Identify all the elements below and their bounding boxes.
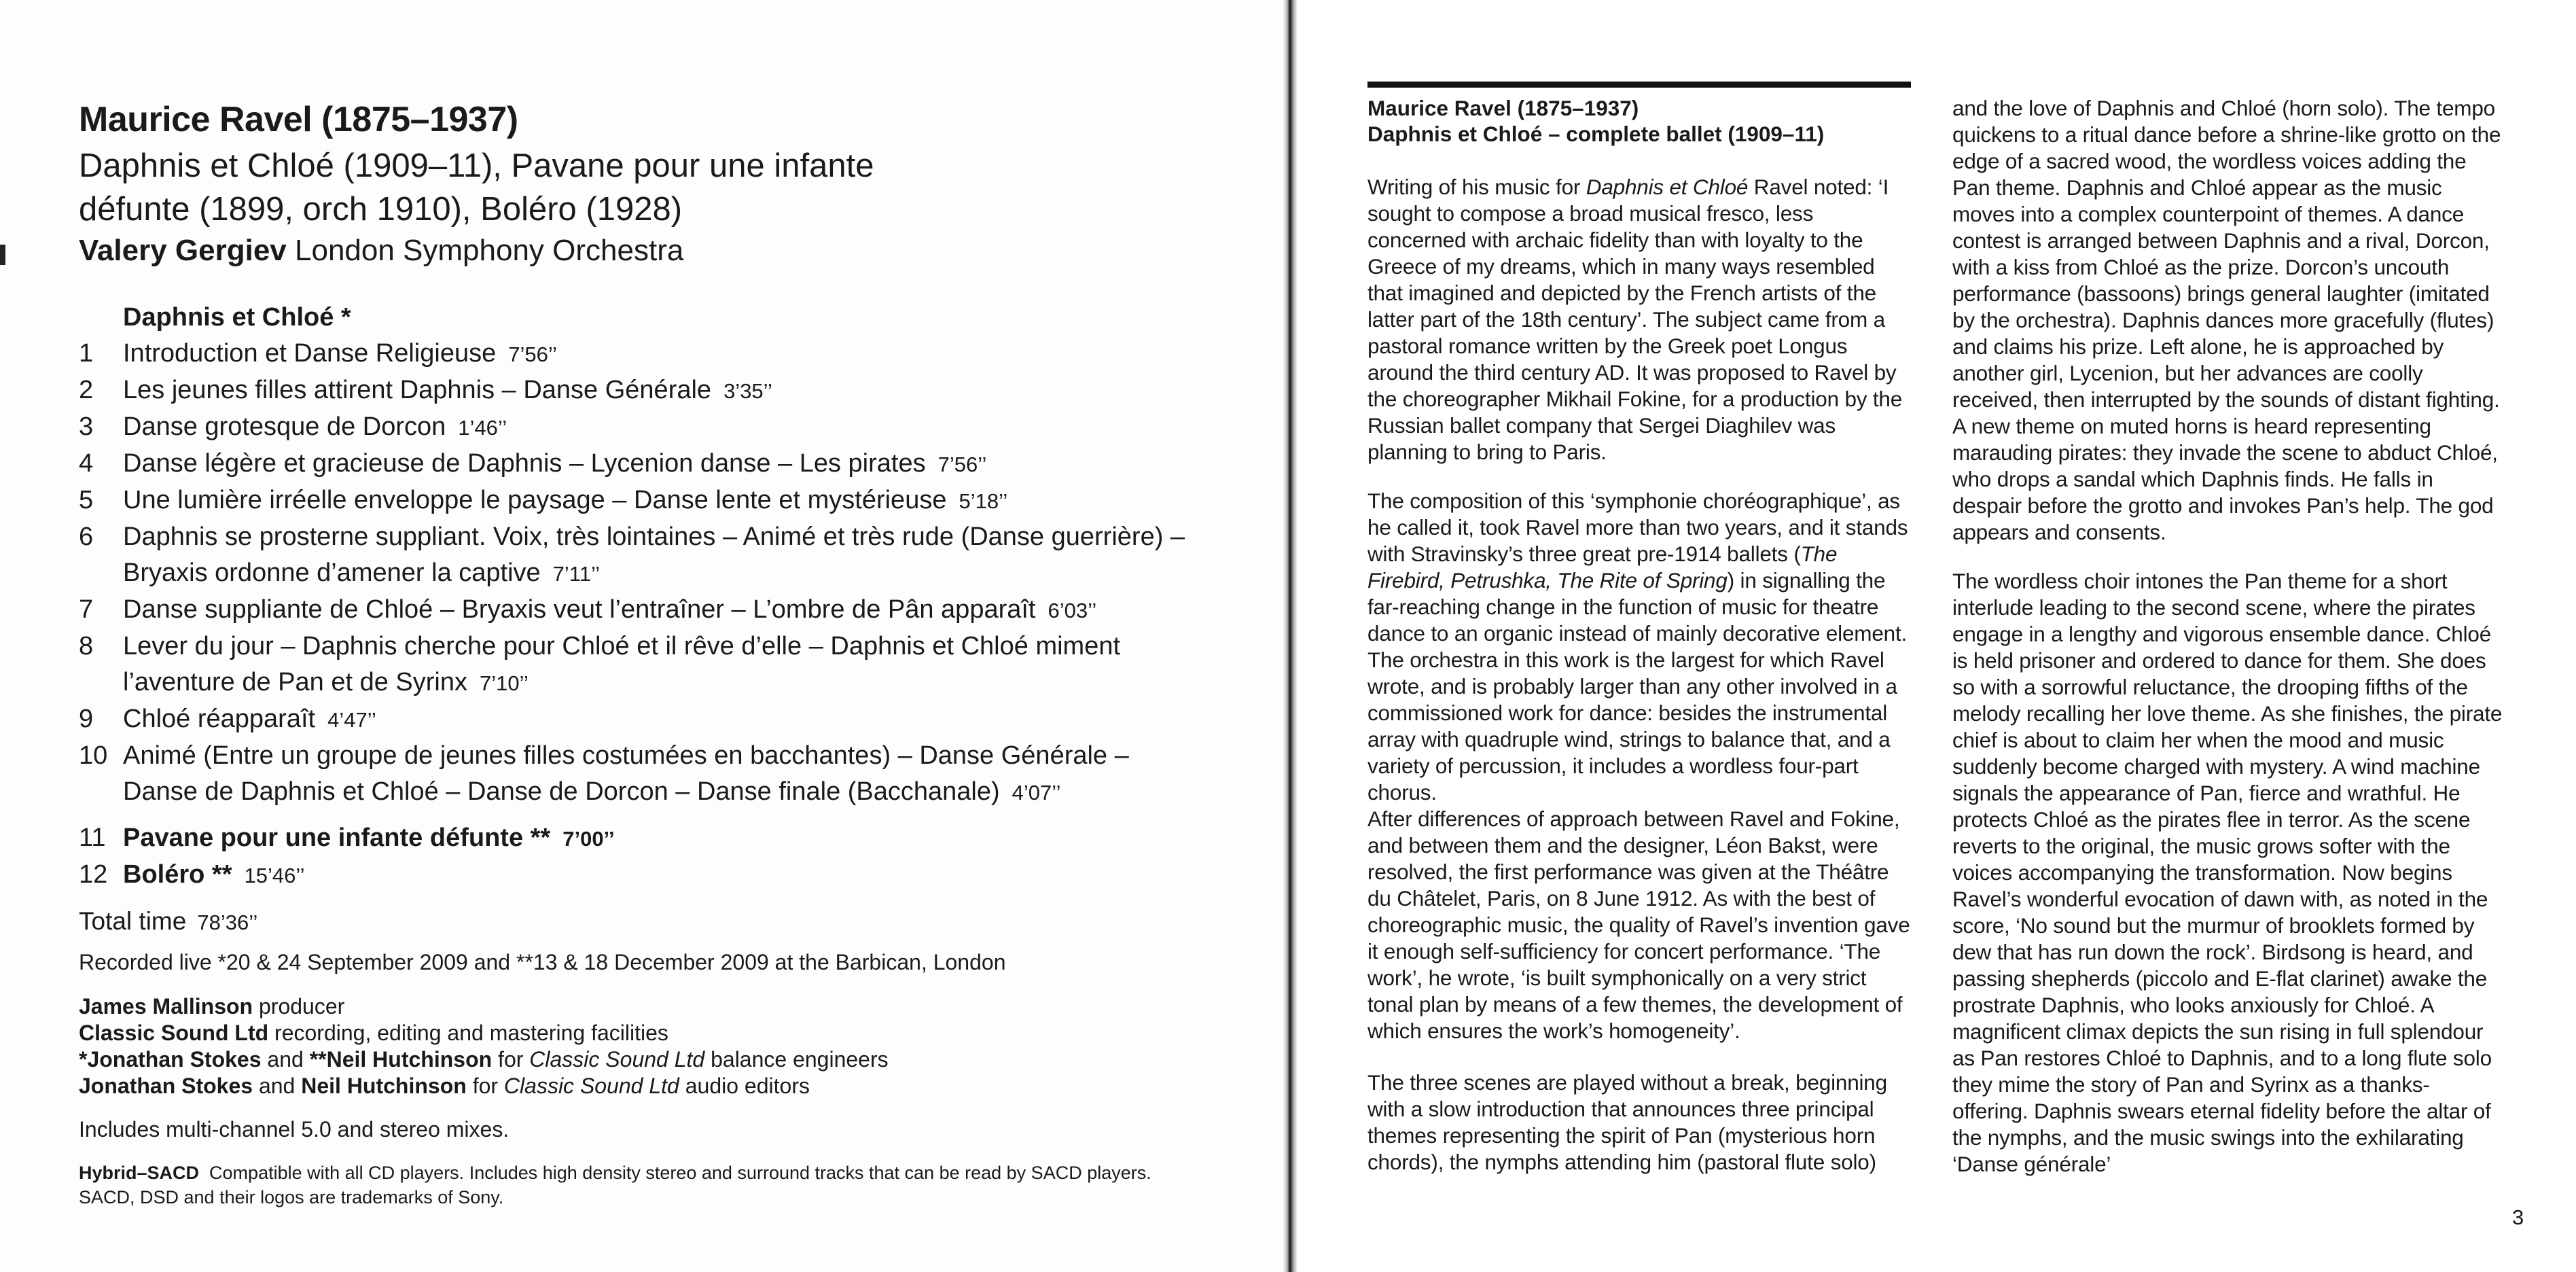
track-number: 2 [79, 376, 94, 404]
page-edge-mark [0, 245, 5, 265]
notes-paragraph: and the love of Daphnis and Chloé (horn solo). The tempo quickens to a ritual dance before a shrine-like grotto on the edge of a sacred wood, the wordless voices adding the Pan theme. Daphnis and Chloé appear as the music moves into a complex counterpoint of themes. A dance contest is arranged between Daphnis and a rival, Dorcon, with a kiss from Chloé as the prize. Dorcon’s uncouth performance (bassoons) brings general laughter (imitated by the orchestra). Daphnis dances more gracefully (flutes) and claims his prize. Left alone, he is approached by another girl, Lycenion, but her advances are coolly received, then interrupted by the sounds of distant fighting. A new theme on muted horns is heard representing marauding pirates: they invade the scene to abduct Chloé, who drops a sandal which Daphnis finds. He falls in despair before the grotto and invokes Pan’s help. The god appears and consents. [1952, 96, 2501, 544]
paragraph-italic: The Firebird, Petrushka, The Rite of Spring [1367, 542, 1838, 593]
credit-line [79, 1020, 889, 1046]
notes-paragraph [1367, 174, 1911, 465]
notes-heading-line: Maurice Ravel (1875–1937) [1367, 96, 1639, 120]
track-title-wrap [123, 336, 1193, 372]
credit-conjunction: and [261, 1047, 310, 1072]
track-duration: 5’18’’ [959, 489, 1008, 513]
conductor-name: Valery Gergiev [79, 234, 287, 267]
track-row [79, 336, 1193, 372]
track-number: 8 [79, 632, 94, 660]
sacd-label: Hybrid–SACD [79, 1163, 200, 1183]
total-time-value: 78’36’’ [197, 911, 258, 934]
credit-conjunction: and [253, 1074, 302, 1098]
notes-heading [1367, 95, 1824, 147]
credit-company: Classic Sound Ltd [503, 1074, 679, 1098]
track-title: Danse suppliante de Chloé – Bryaxis veut l’entraîner – L’ombre de Pân apparaît [123, 595, 1036, 624]
credit-company: Classic Sound Ltd [529, 1047, 705, 1072]
notes-paragraph: After differences of approach between Ravel and Fokine, and between them and the designer, Léon Bakst, were resolved, the first performance was given at the Théâtre du Châtelet, Paris, on 8 June 1912. As with the best of choreographic music, the quality of Ravel’s invention gave it enough self-sufficiency for concert performance. ‘The work’, he wrote, ‘is built symphonically on a very strict tonal plan by means of a few themes, the development of which ensures the work’s homogeneity’. [1367, 807, 1910, 1043]
track-title-wrap [123, 820, 1193, 857]
track-duration: 7’11’’ [552, 562, 601, 586]
track-duration: 1’46’’ [458, 416, 507, 440]
credit-role: producer [253, 994, 345, 1019]
track-duration: 7’56’’ [508, 342, 558, 366]
heading-rule [1367, 82, 1911, 88]
sacd-note [79, 1161, 1234, 1209]
credit-line [79, 1073, 889, 1099]
composer-heading: Maurice Ravel (1875–1937) [79, 100, 518, 139]
notes-paragraph: The wordless choir intones the Pan theme for a short interlude leading to the second scene, where the pirates engage in a lengthy and vigorous ensemble dance. Chloé is held prisoner and ordered to dance for them. She does so with a sorrowful reluctance, the drooping fifths of the melody recalling her love theme. As she finishes, the pirate chief is about to claim her when the mood and music suddenly become charged with mystery. A wind machine signals the appearance of Pan, fierce and wrathful. He protects Chloé as the pirates flee in terror. As the scene reverts to the original, the music grows softer with the voices accompanying the transformation. Now begins Ravel’s wonderful evocation of dawn with, as noted in the score, ‘No sound but the murmur of brooklets formed by dew that has run down the rock’. Birdsong is heard, and passing shepherds (piccolo and E-flat clarinet) awake the prostrate Daphnis, who looks anxiously for Chloé. A magnificent climax depicts the sun rising in full splendour as Pan restores Chloé to Daphnis, and to a long flute solo they mime the story of Pan and Syrinx as a thanks-offering. Daphnis swears eternal fidelity before the altar of the nymphs, and the music swings into the exhilarating ‘Danse générale’ [1952, 569, 2503, 1176]
track-number: 11 [79, 824, 106, 852]
track-row [79, 482, 1193, 519]
track-number: 4 [79, 449, 94, 478]
track-title: Chloé réapparaît [123, 705, 316, 733]
track-title: Danse légère et gracieuse de Daphnis – Lycenion danse – Les pirates [123, 449, 926, 478]
credit-role: balance engineers [704, 1047, 889, 1072]
track-list [79, 299, 1193, 941]
track-title-wrap [123, 738, 1193, 811]
credit-name: Classic Sound Ltd [79, 1021, 269, 1045]
performers-line [79, 234, 683, 268]
notes-paragraph [1367, 488, 1911, 806]
track-title: Une lumière irréelle enveloppe le paysage – Danse lente et mystérieuse [123, 486, 947, 514]
credits [79, 993, 889, 1099]
track-row [79, 446, 1193, 482]
works-title [79, 144, 1030, 231]
track-number: 7 [79, 595, 94, 624]
total-time-label: Total time [79, 907, 187, 935]
paragraph-italic: Daphnis et Chloé [1586, 175, 1749, 199]
track-title-wrap [123, 701, 1193, 738]
left-page [0, 0, 1287, 1272]
track-duration: 7’56’’ [937, 453, 987, 476]
track-number: 10 [79, 741, 108, 770]
track-number: 3 [79, 412, 94, 441]
track-duration: 15’46’’ [244, 864, 305, 887]
credit-line [79, 1046, 889, 1073]
credit-conjunction: for [492, 1047, 530, 1072]
track-number: 12 [79, 860, 108, 889]
credit-role: audio editors [679, 1074, 810, 1098]
track-title-wrap [123, 857, 1193, 894]
track-title-wrap [123, 519, 1193, 592]
track-title: Les jeunes filles attirent Daphnis – Danse Générale [123, 376, 712, 404]
total-time [79, 903, 1193, 941]
credit-line [79, 993, 889, 1020]
mixes-note: Includes multi-channel 5.0 and stereo mixes. [79, 1117, 509, 1142]
track-row [79, 629, 1193, 701]
paragraph-text: The composition of this ‘symphonie choréographique’, as he called it, took Ravel more than two years, and it stands with Stravinsky’s three great pre-1914 ballets ( [1367, 489, 1908, 566]
credit-name: *Jonathan Stokes [79, 1047, 262, 1072]
track-duration: 3’35’’ [723, 379, 772, 403]
works-title-line: défunte (1899, orch 1910), Boléro (1928) [79, 191, 683, 228]
track-title-wrap [123, 446, 1193, 482]
track-duration: 7’10’’ [479, 671, 529, 695]
track-number: 5 [79, 486, 94, 514]
recording-info: Recorded live *20 & 24 September 2009 and **13 & 18 December 2009 at the Barbican, London [79, 950, 1006, 974]
track-duration: 4’07’’ [1012, 781, 1061, 805]
sacd-text: Compatible with all CD players. Includes high density stereo and surround tracks that can be read by SACD players. [209, 1163, 1151, 1183]
credit-name: James Mallinson [79, 994, 253, 1019]
track-row [79, 372, 1193, 409]
page-number: 3 [2512, 1205, 2524, 1229]
book-gutter [1283, 0, 1298, 1272]
track-title: Animé (Entre un groupe de jeunes filles costumées en bacchantes) – Danse Générale – Danse de Daphnis et Chloé – Danse de Dorcon – Danse finale (Bacchanale) [123, 741, 1129, 806]
orchestra-name: London Symphony Orchestra [295, 234, 684, 267]
track-title-wrap [123, 409, 1193, 446]
track-number: 1 [79, 339, 94, 368]
credit-name: Jonathan Stokes [79, 1074, 253, 1098]
track-title: Introduction et Danse Religieuse [123, 339, 497, 368]
track-duration: 7’00’’ [562, 827, 615, 851]
track-row [79, 701, 1193, 738]
credit-conjunction: for [466, 1074, 504, 1098]
track-title: Pavane pour une infante défunte ** [123, 824, 551, 852]
notes-heading-line: Daphnis et Chloé – complete ballet (1909–11) [1367, 122, 1825, 146]
track-row [79, 857, 1193, 894]
track-row [79, 409, 1193, 446]
track-title: Boléro ** [123, 860, 232, 889]
credit-name: Neil Hutchinson [301, 1074, 467, 1098]
track-title: Daphnis se prosterne suppliant. Voix, très lointaines – Animé et très rude (Danse guerrière) – Bryaxis ordonne d’amener la captive [123, 523, 1185, 587]
track-duration: 4’47’’ [327, 708, 376, 732]
track-group-title: Daphnis et Chloé * [123, 303, 351, 332]
track-title-wrap [123, 629, 1193, 701]
track-title-wrap [123, 482, 1193, 519]
sacd-line [79, 1161, 1234, 1185]
credit-name: **Neil Hutchinson [309, 1047, 493, 1072]
track-title-wrap [123, 592, 1193, 629]
track-number: 9 [79, 705, 94, 733]
credit-role: recording, editing and mastering facilities [268, 1021, 668, 1045]
track-duration: 6’03’’ [1048, 599, 1097, 622]
track-row [79, 738, 1193, 811]
sacd-trademark: SACD, DSD and their logos are trademarks of Sony. [79, 1187, 504, 1207]
paragraph-text: ) in signalling the far-reaching change in the function of music for theatre dance to an organic instead of mainly decorative element. The orchestra in this work is the largest for which Ravel wrote, and is probably larger than any other involved in a commissioned work for dance: besides the instrumental array with quadruple wind, strings to balance that, and a variety of percussion, it includes a wordless four-part chorus. [1367, 568, 1908, 805]
track-number: 6 [79, 523, 94, 551]
track-row [79, 820, 1193, 857]
track-title: Lever du jour – Daphnis cherche pour Chloé et il rêve d’elle – Daphnis et Chloé miment l’aventure de Pan et de Syrinx [123, 632, 1121, 696]
track-title-wrap [123, 372, 1193, 409]
notes-paragraph: The three scenes are played without a break, beginning with a slow introduction that announces three principal themes representing the spirit of Pan (mysterious horn chords), the nymphs attending him (pastoral flute solo) [1367, 1070, 1887, 1174]
track-rows [79, 336, 1193, 811]
paragraph-text: Writing of his music for [1367, 175, 1586, 199]
track-row [79, 592, 1193, 629]
track-row [79, 519, 1193, 592]
paragraph-text: Ravel noted: ‘I sought to compose a broad musical fresco, less concerned with archaic fidelity than with loyalty to the Greece of my dreams, which in many ways resembled that imagined and depicted by the French artists of the latter part of the 18th century’. The subject came from a pastoral romance written by the Greek poet Longus around the third century AD. It was proposed to Ravel by the choreographer Mikhail Fokine, for a production by the Russian ballet company that Sergei Diaghilev was planning to bring to Paris. [1367, 175, 1903, 464]
works-title-line: Daphnis et Chloé (1909–11), Pavane pour une infante [79, 147, 874, 184]
track-title: Danse grotesque de Dorcon [123, 412, 446, 441]
